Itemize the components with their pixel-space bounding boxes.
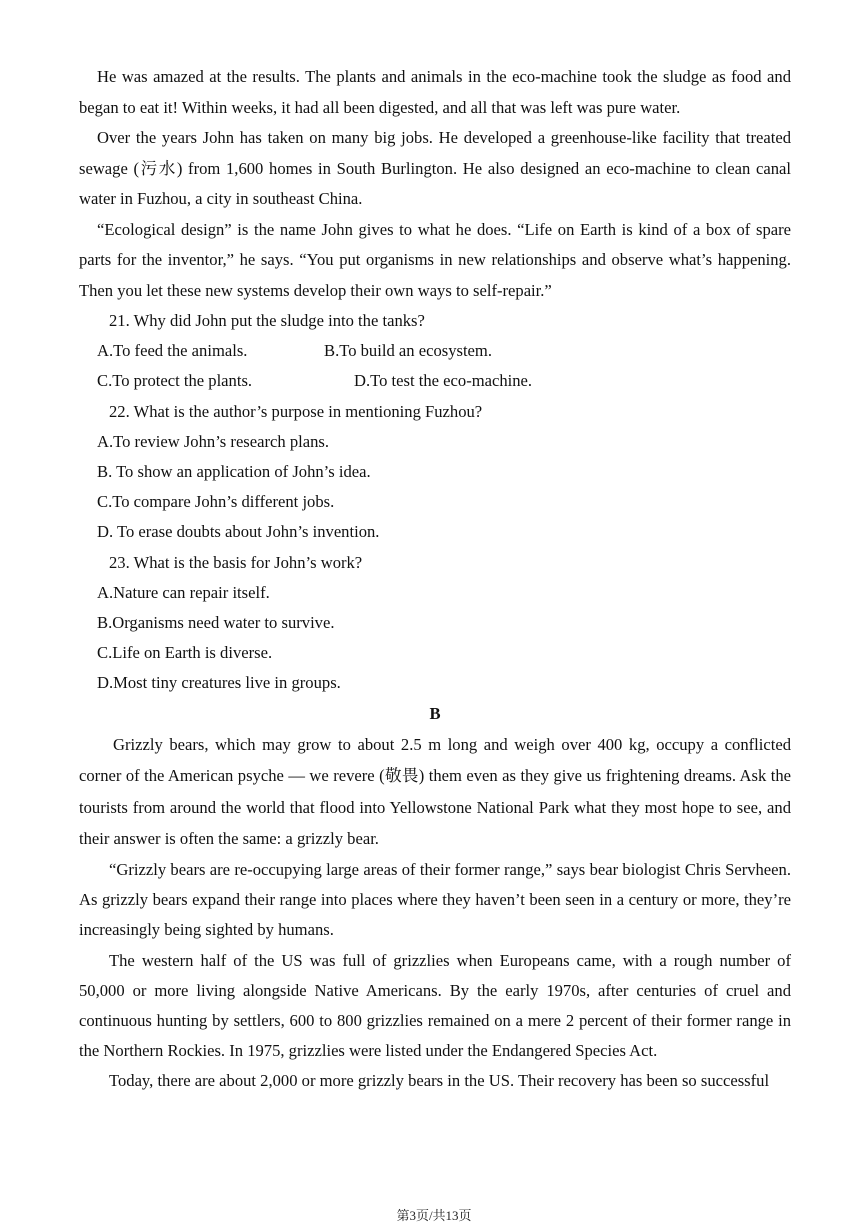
option: B.Organisms need water to survive. <box>97 613 335 633</box>
page-content <box>79 62 791 1097</box>
passage-b-paragraph: The western half of the US was full of grizzlies when Europeans came, with a rough number of 50,000 or more living alongside Native Americans. By the early 1970s, after centuries of cruel and continuous hunting by settlers, 600 to 800 grizzlies remained on a mere 2 percent of their former range in the Northern Rockies. In 1975, grizzlies were listed under the Endangered Species Act. <box>79 950 791 1061</box>
passage-b-paragraph: “Grizzly bears are re-occupying large areas of their former range,” says bear biologist Chris Servheen. As grizzly bears expand their range into places where they haven’t been seen in a century or more, they’re increasingly being sighted by humans. <box>79 860 791 940</box>
passage-a-paragraph: Over the years John has taken on many big jobs. He developed a greenhouse-like facility that treated sewage (污水) from 1,600 homes in South Burlington. He also designed an eco-machine to clean canal water in Fuzhou, a city in southeast China. <box>79 128 791 208</box>
option: C.Life on Earth is diverse. <box>97 643 273 663</box>
page-number: 第3页/共13页 <box>396 1208 472 1223</box>
passage-a-paragraph: “Ecological design” is the name John gives to what he does. “Life on Earth is kind of a box of spare parts for the inventor,” he says. “You put organisms in new relationships and observe what’s happening. Then you let these new systems develop their own ways to self-repair.” <box>79 219 791 300</box>
option: A.To review John’s research plans. <box>97 431 330 451</box>
passage-b-paragraph: Grizzly bears, which may grow to about 2.5 m long and weigh over 400 kg, occupy a conflicted corner of the American psyche — we revere (敬畏) them even as they give us frightening dreams. Ask the tourists from around the world that flood into Yellowstone National Park what they most hope to see, and their answer is often the same: a grizzly bear. <box>79 734 791 849</box>
question-stem: 23. What is the basis for John’s work? <box>109 552 363 572</box>
question-stem: 22. What is the author’s purpose in mentioning Fuzhou? <box>109 401 483 421</box>
section-title: B <box>429 703 441 723</box>
option: D. To erase doubts about John’s invention. <box>97 522 380 542</box>
option: D.To test the eco-machine. <box>354 371 533 391</box>
option: D.Most tiny creatures live in groups. <box>97 673 341 693</box>
option: C.To compare John’s different jobs. <box>97 492 335 512</box>
option: C.To protect the plants. <box>97 371 253 391</box>
passage-b-paragraph: Today, there are about 2,000 or more grizzly bears in the US. Their recovery has been so successful <box>109 1071 770 1091</box>
options-row <box>79 336 791 366</box>
options-row <box>79 366 791 396</box>
option: A.Nature can repair itself. <box>97 582 270 602</box>
option: B. To show an application of John’s idea. <box>97 462 371 482</box>
passage-a-paragraph: He was amazed at the results. The plants and animals in the eco-machine took the sludge as food and began to eat it! Within weeks, it had all been digested, and all that was left was pure water. <box>79 67 791 117</box>
option: B.To build an ecosystem. <box>324 341 492 361</box>
option: A.To feed the animals. <box>97 341 248 361</box>
question-stem: 21. Why did John put the sludge into the tanks? <box>109 311 425 330</box>
